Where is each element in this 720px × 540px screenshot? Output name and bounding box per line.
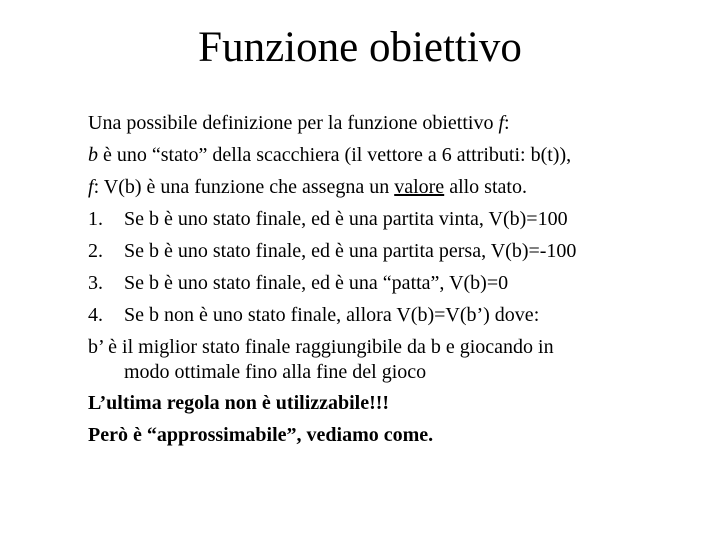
line-function-post: allo stato. [444,176,527,198]
list-item-number: 2. [88,240,103,262]
valore-underlined: valore [394,176,445,198]
list-item-number: 1. [88,208,103,230]
line-definition [88,107,698,139]
symbol-f: f [88,176,94,198]
bold-statement-1: L’ultima regola non è utilizzabile!!! [88,392,390,414]
slide-body [88,107,698,451]
line-state [88,139,698,171]
slide-title: Funzione obiettivo [198,24,522,71]
list-item [88,299,698,331]
line-best-state-continuation: modo ottimale fino alla fine del gioco [124,361,427,383]
list-item [88,203,698,235]
list-item-text: Se b è uno stato finale, ed è una partita vinta, V(b)=100 [124,208,568,230]
colon: : [504,112,510,134]
list-item-text: Se b è uno stato finale, ed è una “patta”, V(b)=0 [124,272,509,294]
list-item-text: Se b è uno stato finale, ed è una partita persa, V(b)=-100 [124,240,577,262]
symbol-f: f [498,112,505,134]
line-best-state: b’ è il miglior stato finale raggiungibile da b e giocando in [88,336,554,358]
list-item [88,267,698,299]
list-item [88,235,698,267]
list-item-text: Se b non è uno stato finale, allora V(b)=V(b’) dove: [124,304,540,326]
line-state-text: è uno “stato” della scacchiera (il vettore a 6 attributi: b(t)), [98,144,572,166]
line-function [88,171,698,203]
line-function-pre: : V(b) è una funzione che assegna un [93,176,395,198]
symbol-b: b [88,144,98,166]
bold-statement-2: Però è “approssimabile”, vediamo come. [88,424,434,446]
line-definition-text: Una possibile definizione per la funzione obiettivo [88,112,499,134]
list-item-number: 3. [88,272,103,294]
list-item-number: 4. [88,304,103,326]
